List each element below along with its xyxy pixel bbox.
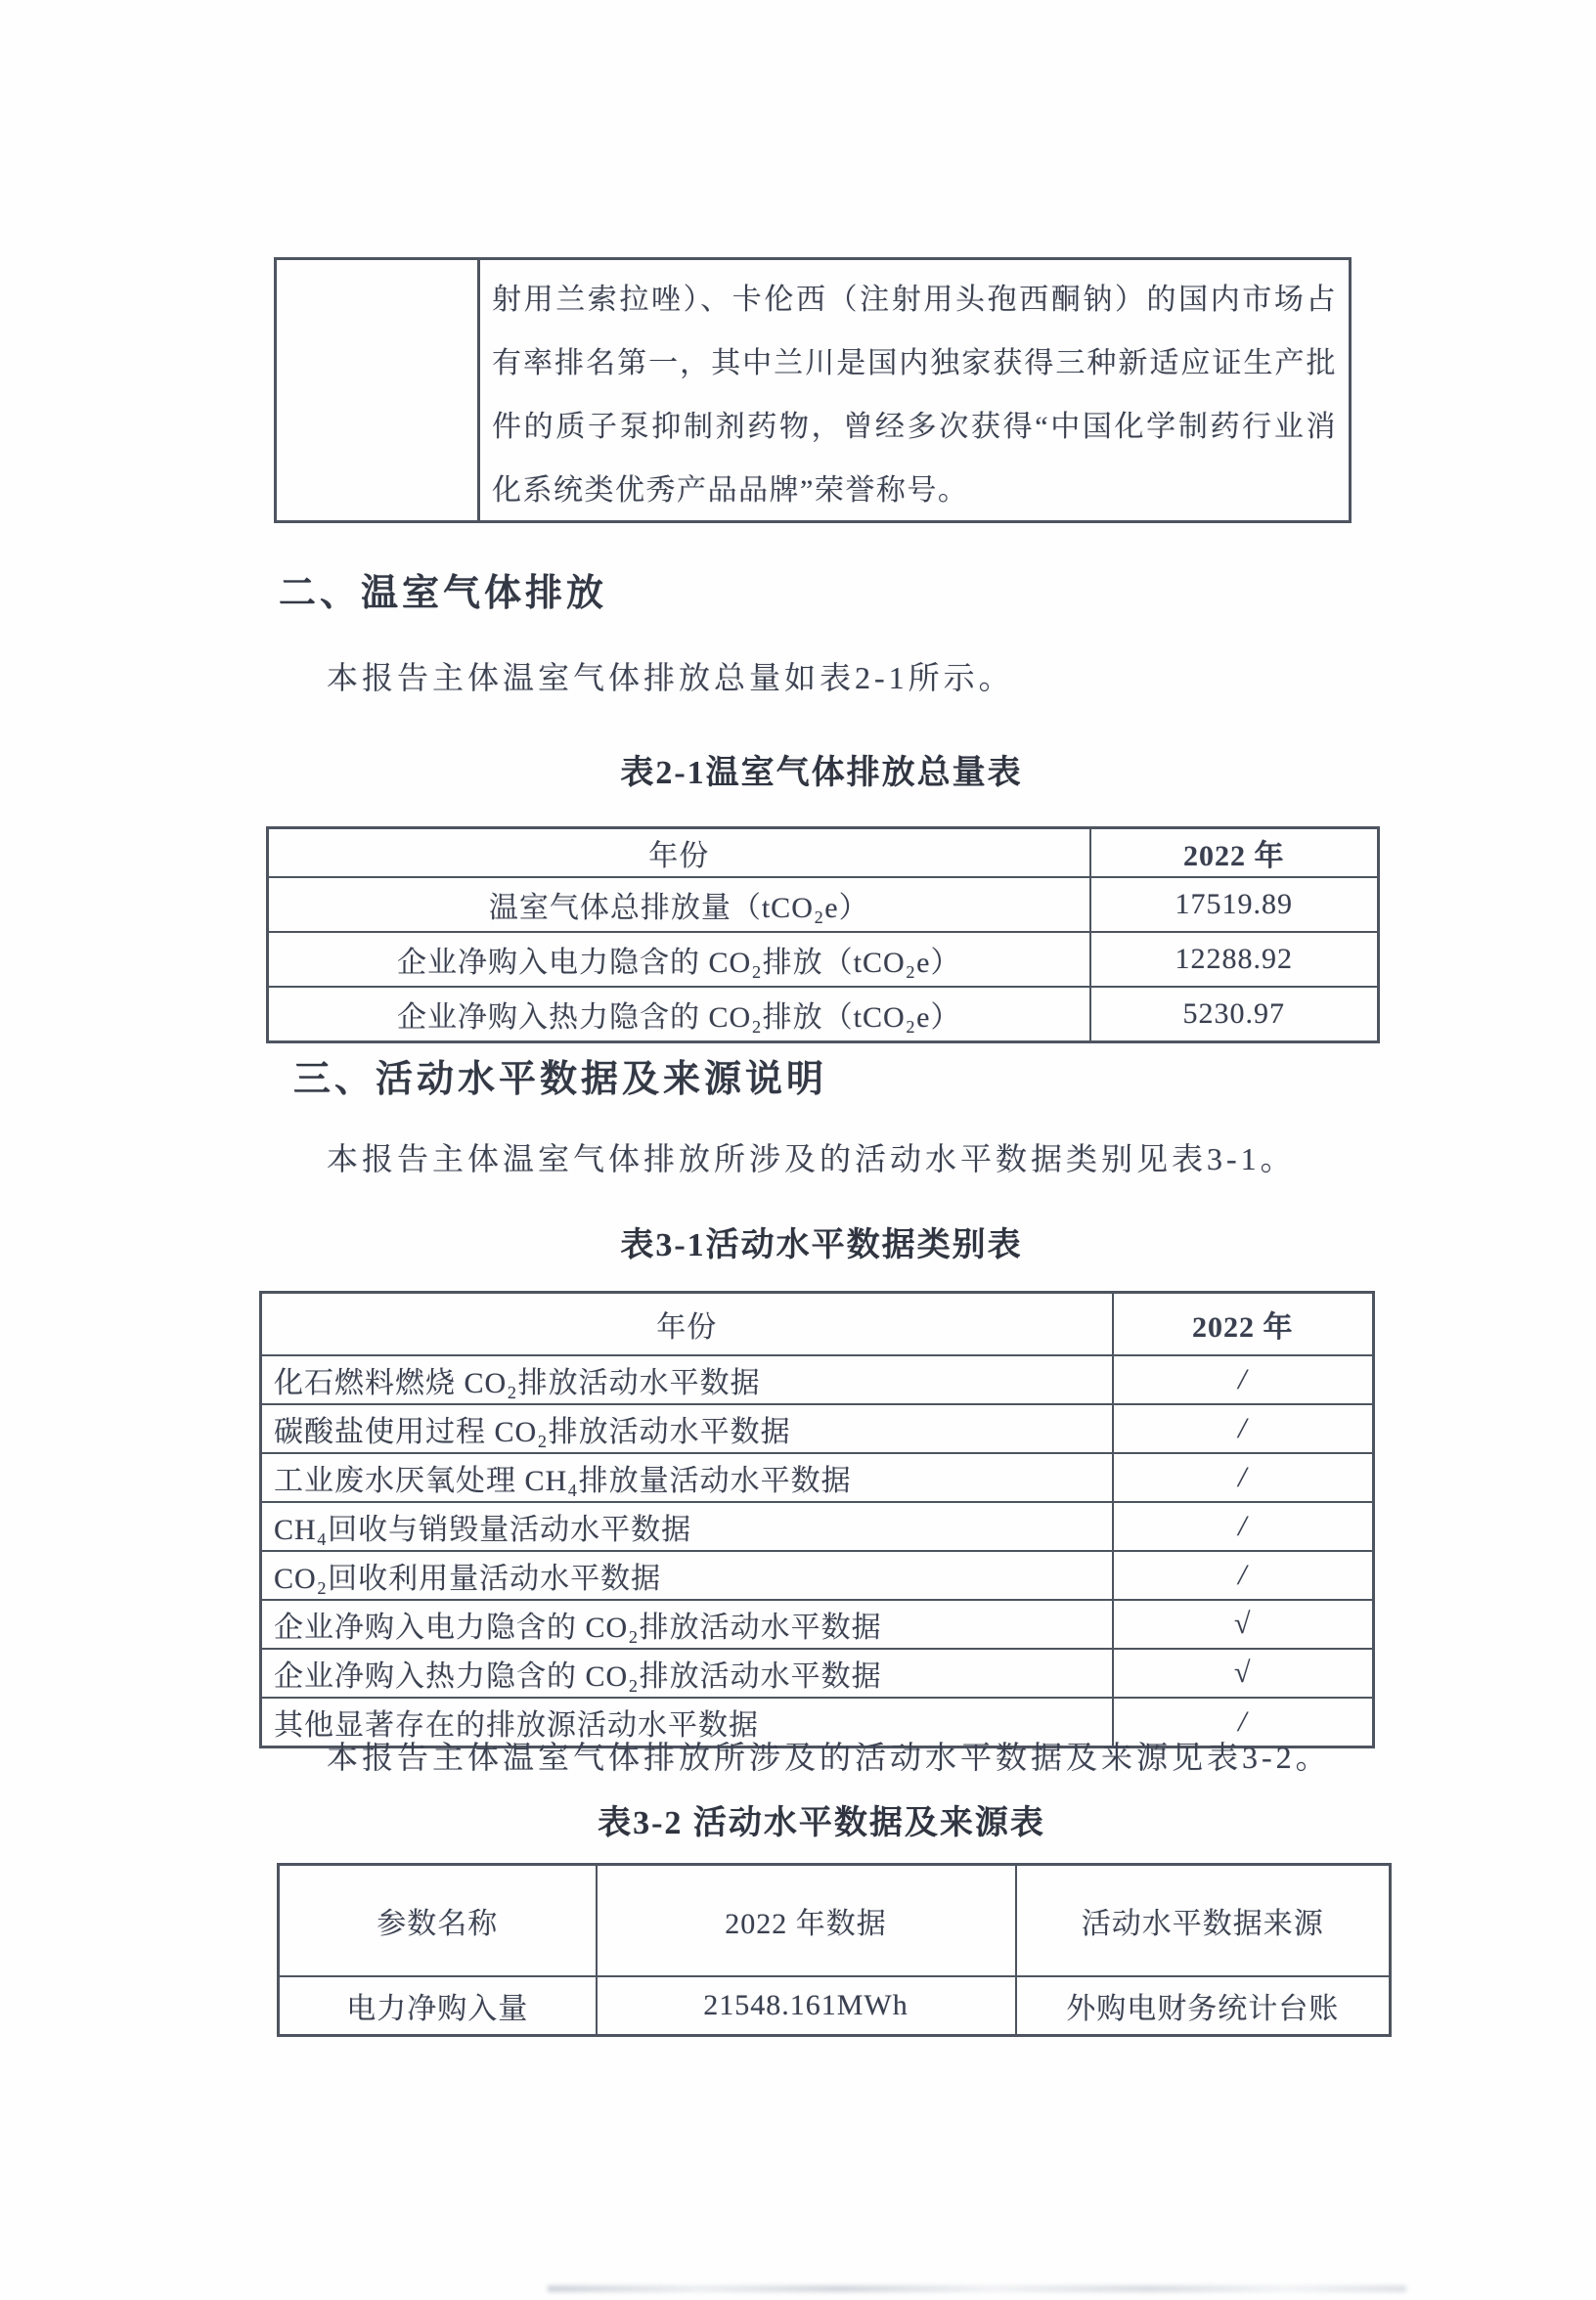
row-value: / [1113,1355,1374,1404]
table-row [268,932,1379,987]
continuation-text: 射用兰索拉唑）、卡伦西（注射用头孢西酮钠）的国内市场占有率排名第一，其中兰川是国内独家获得三种新适应证生产批件的质子泵抑制剂药物，曾经多次获得“中国化学制药行业消化系统类优秀产品品牌”荣誉称号。 [492,284,1337,507]
table-row [261,1355,1374,1404]
row-label: CO₂回收利用量活动水平数据 [261,1551,1113,1600]
row-label: 碳酸盐使用过程 CO₂排放活动水平数据 [261,1404,1113,1453]
table-row [261,1453,1374,1502]
row-value: 21548.161MWh [597,1976,1016,2036]
row-value: 17519.89 [1090,877,1379,932]
section-3-heading: 三、活动水平数据及来源说明 [293,1059,828,1100]
table-2-1 [266,826,1380,1043]
section-3-paragraph-1: 本报告主体温室气体排放所涉及的活动水平数据类别见表3-1。 [327,1141,1296,1176]
table-3-2-title: 表3-2 活动水平数据及来源表 [598,1805,1045,1841]
row-value: / [1113,1551,1374,1600]
continuation-label-cell [277,260,480,520]
table-row [261,1551,1374,1600]
row-label: 温室气体总排放量（tCO₂e） [268,877,1090,932]
table-row [268,877,1379,932]
row-label: 企业净购入热力隐含的 CO₂排放（tCO₂e） [268,987,1090,1042]
section-3-paragraph-2: 本报告主体温室气体排放所涉及的活动水平数据及来源见表3-2。 [327,1740,1331,1775]
row-label: 企业净购入电力隐含的 CO₂排放（tCO₂e） [268,932,1090,987]
table-3-1-title: 表3-1活动水平数据类别表 [620,1227,1023,1263]
header-cell-param-name: 参数名称 [279,1865,597,1977]
row-value: / [1113,1404,1374,1453]
header-cell-year-label: 年份 [268,828,1090,878]
row-value: 5230.97 [1090,987,1379,1042]
row-label: CH₄回收与销毁量活动水平数据 [261,1502,1113,1551]
row-value: / [1113,1502,1374,1551]
table-2-1-title: 表2-1温室气体排放总量表 [620,755,1023,791]
section-2-heading: 二、温室气体排放 [279,573,608,614]
header-cell-data-source: 活动水平数据来源 [1016,1865,1391,1977]
table-row [261,1649,1374,1698]
table-row [261,1502,1374,1551]
table-row [268,987,1379,1042]
row-label: 工业废水厌氧处理 CH₄排放量活动水平数据 [261,1453,1113,1502]
continuation-table [274,257,1352,523]
header-cell-2022: 2022 年 [1113,1293,1374,1356]
row-value: 12288.92 [1090,932,1379,987]
table-3-2 [277,1863,1392,2037]
row-label: 企业净购入热力隐含的 CO₂排放活动水平数据 [261,1649,1113,1698]
table-3-2-header-row [279,1865,1391,1977]
row-label: 其他显著存在的排放源活动水平数据 [261,1698,1113,1747]
header-cell-2022: 2022 年 [1090,828,1379,878]
header-cell-year-label: 年份 [261,1293,1113,1356]
header-cell-2022-data: 2022 年数据 [597,1865,1016,1977]
row-value-check: √ [1113,1649,1374,1698]
row-param: 电力净购入量 [279,1976,597,2036]
scan-artifact [548,2285,1406,2292]
table-3-1-header-row [261,1293,1374,1356]
table-row [279,1976,1391,2036]
table-3-1 [259,1291,1375,1748]
row-value-check: √ [1113,1600,1374,1649]
table-row [261,1600,1374,1649]
row-value: / [1113,1453,1374,1502]
row-value: / [1113,1698,1374,1747]
row-label: 企业净购入电力隐含的 CO₂排放活动水平数据 [261,1600,1113,1649]
section-2-paragraph: 本报告主体温室气体排放总量如表2-1所示。 [327,660,1014,695]
row-label: 化石燃料燃烧 CO₂排放活动水平数据 [261,1355,1113,1404]
row-source: 外购电财务统计台账 [1016,1976,1391,2036]
table-2-1-header-row [268,828,1379,878]
table-row [261,1404,1374,1453]
